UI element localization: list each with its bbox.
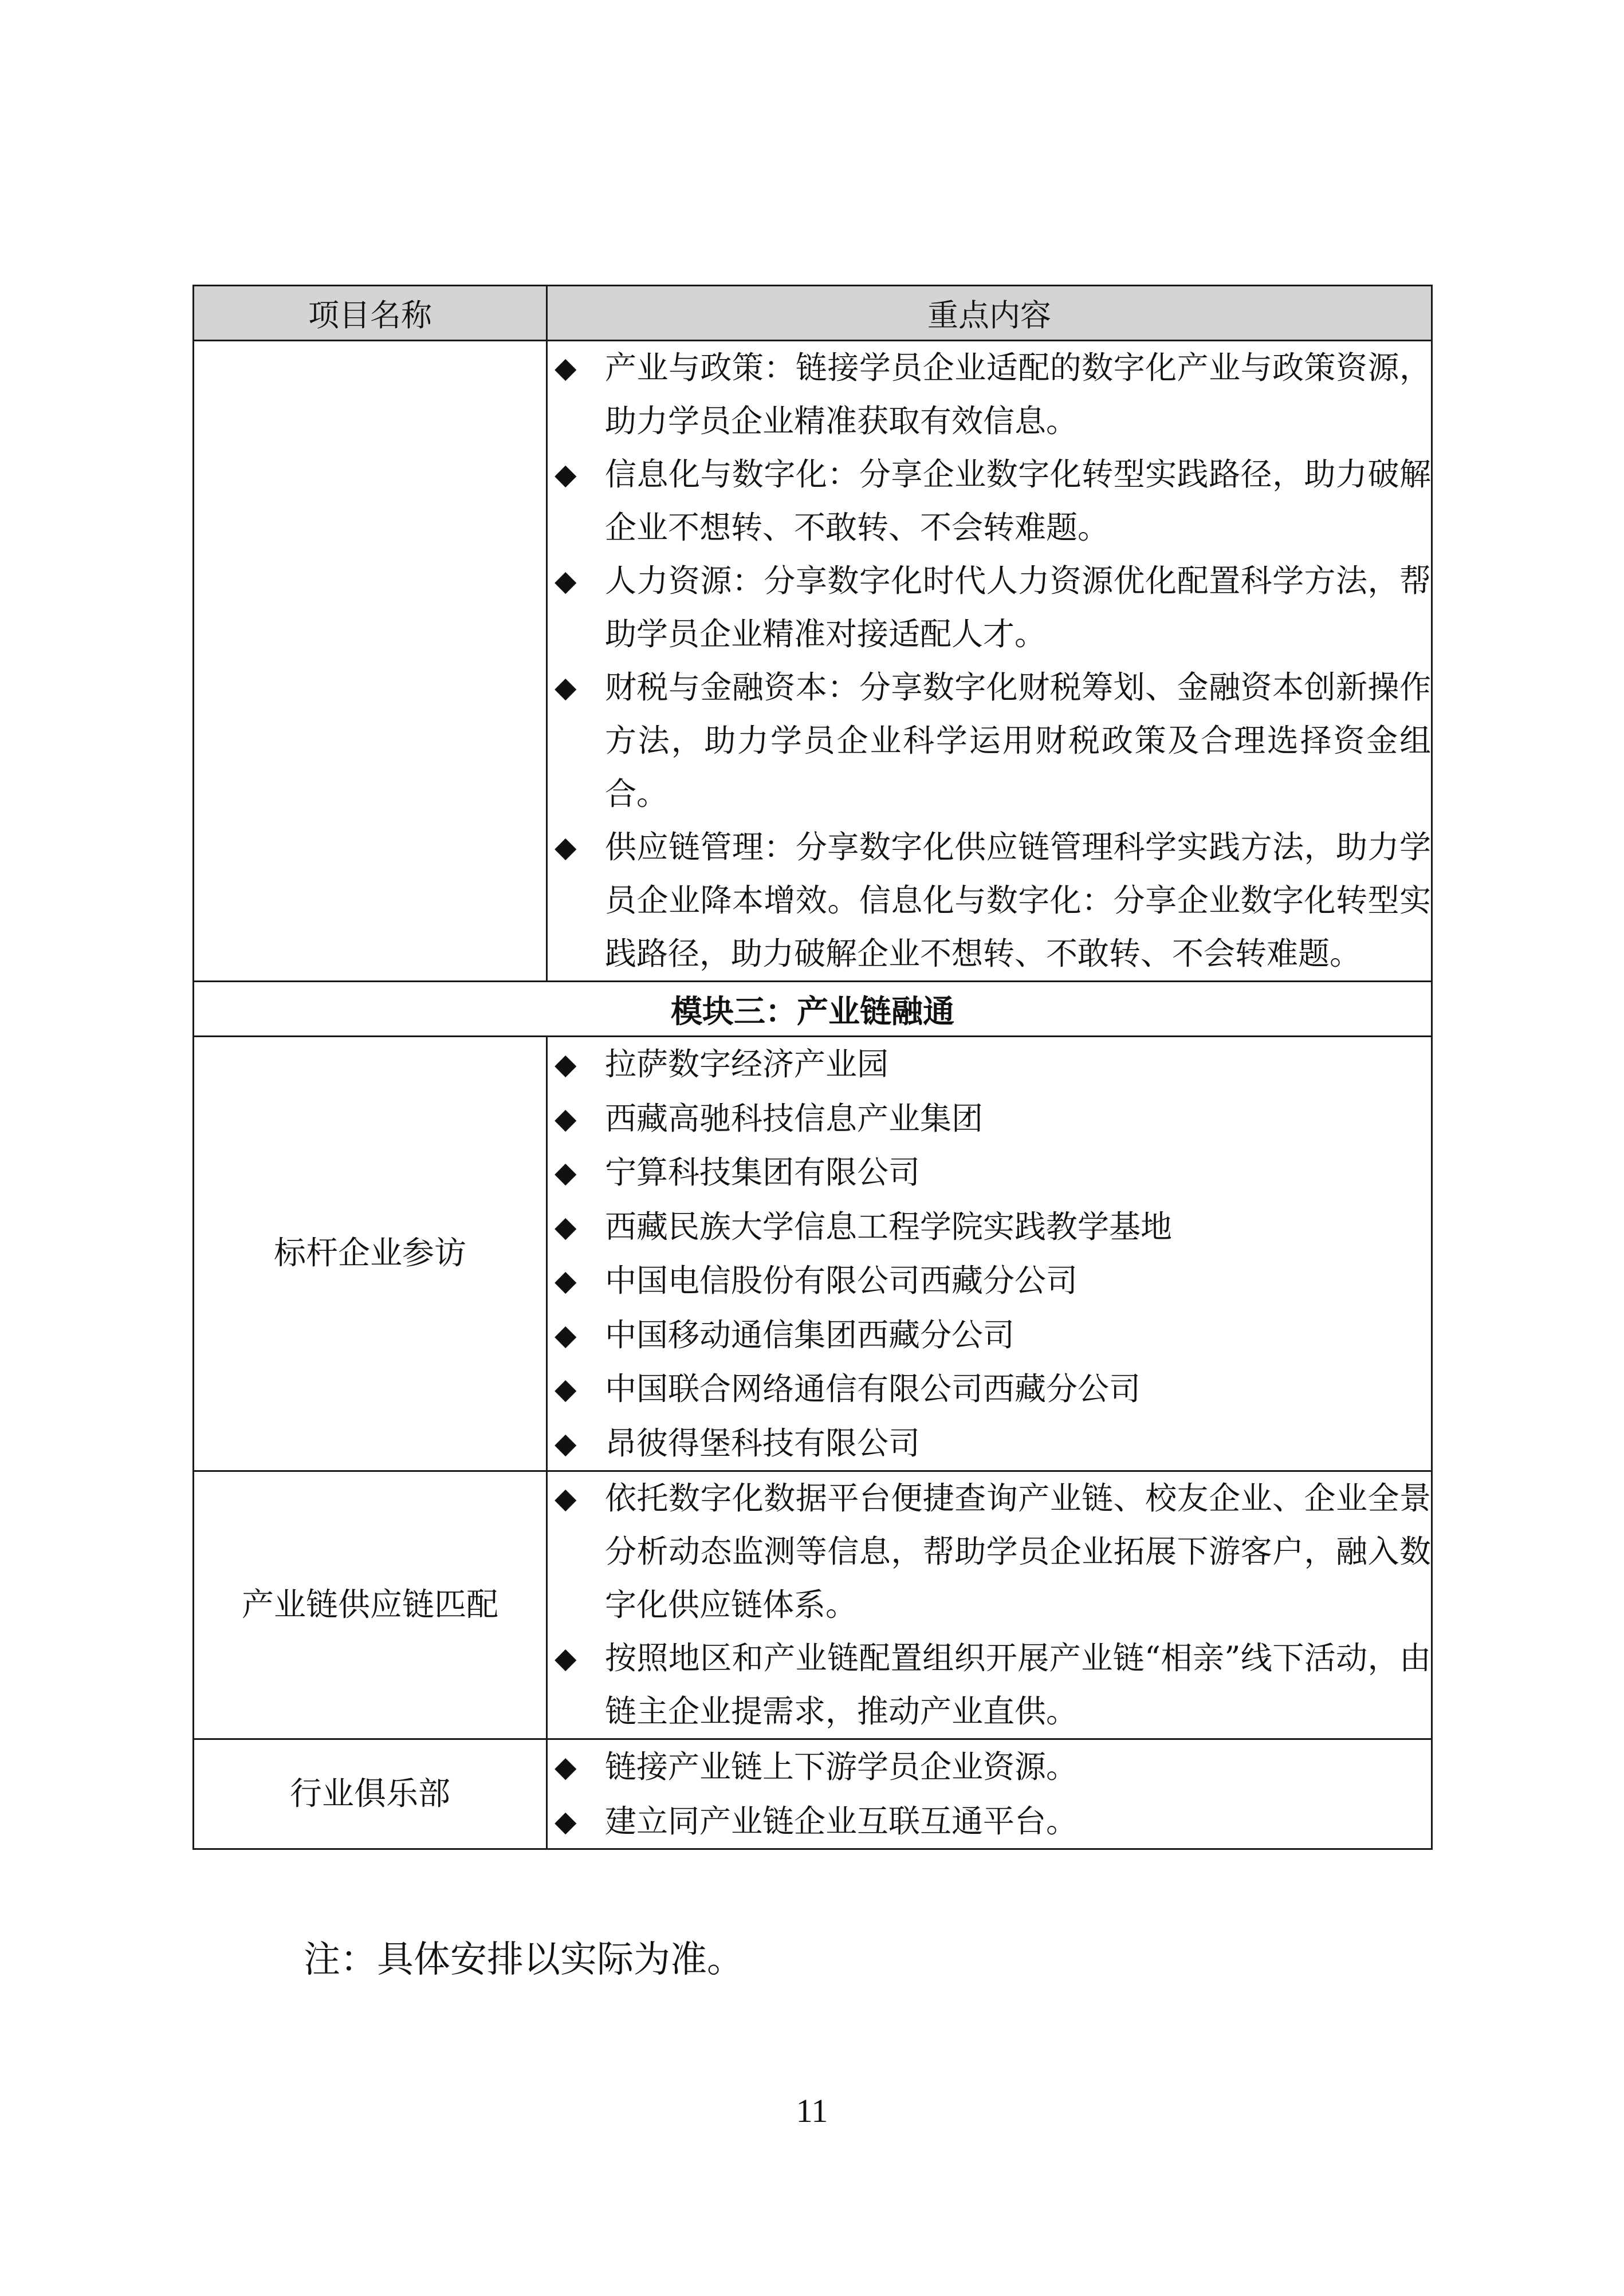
diamond-bullet-icon: ◆ bbox=[555, 1047, 577, 1081]
list-item: ◆ 中国电信股份有限公司西藏分公司 bbox=[548, 1254, 1431, 1308]
list-item: ◆ 依托数字化数据平台便捷查询产业链、校友企业、企业全景分析动态监测等信息，帮助学员企业拓展下游客户，融入数字化供应链体系。 bbox=[548, 1472, 1431, 1632]
list-item: ◆ 人力资源：分享数字化时代人力资源优化配置科学方法，帮助学员企业精准对接适配人才。 bbox=[548, 554, 1431, 661]
header-project-name: 项目名称 bbox=[194, 286, 547, 341]
header-key-content: 重点内容 bbox=[547, 286, 1432, 341]
row-name-cell: 标杆企业参访 bbox=[194, 1037, 547, 1471]
diamond-bullet-icon: ◆ bbox=[555, 1750, 577, 1783]
diamond-bullet-icon: ◆ bbox=[555, 1804, 577, 1838]
diamond-bullet-icon: ◆ bbox=[555, 1372, 577, 1405]
page-number: 11 bbox=[796, 2092, 828, 2129]
list-item: ◆ 链接产业链上下游学员企业资源。 bbox=[548, 1740, 1431, 1794]
list-item: ◆ 中国联合网络通信有限公司西藏分公司 bbox=[548, 1362, 1431, 1416]
diamond-bullet-icon: ◆ bbox=[555, 1482, 577, 1515]
list-item: ◆ 信息化与数字化：分享企业数字化转型实践路径，助力破解企业不想转、不敢转、不会转难题。 bbox=[548, 448, 1431, 554]
diamond-bullet-icon: ◆ bbox=[555, 1264, 577, 1297]
diamond-bullet-icon: ◆ bbox=[555, 1156, 577, 1189]
table-row bbox=[194, 341, 1432, 982]
table-header-row bbox=[194, 286, 1432, 341]
diamond-bullet-icon: ◆ bbox=[555, 564, 577, 597]
diamond-bullet-icon: ◆ bbox=[555, 830, 577, 864]
diamond-bullet-icon: ◆ bbox=[555, 1210, 577, 1243]
row-content-cell bbox=[547, 341, 1432, 982]
list-item: ◆ 供应链管理：分享数字化供应链管理科学实践方法，助力学员企业降本增效。信息化与数字化：分享企业数字化转型实践路径，助力破解企业不想转、不敢转、不会转难题。 bbox=[548, 821, 1431, 980]
list-item: ◆ 财税与金融资本：分享数字化财税筹划、金融资本创新操作方法，助力学员企业科学运用财税政策及合理选择资金组合。 bbox=[548, 661, 1431, 821]
diamond-bullet-icon: ◆ bbox=[555, 671, 577, 704]
row-content-cell bbox=[547, 1037, 1432, 1471]
list-item: ◆ 西藏高驰科技信息产业集团 bbox=[548, 1092, 1431, 1146]
diamond-bullet-icon: ◆ bbox=[555, 458, 577, 491]
row-content-cell bbox=[547, 1471, 1432, 1739]
list-item: ◆ 产业与政策：链接学员企业适配的数字化产业与政策资源，助力学员企业精准获取有效信息。 bbox=[548, 341, 1431, 448]
row-name-cell bbox=[194, 341, 547, 982]
list-item: ◆ 西藏民族大学信息工程学院实践教学基地 bbox=[548, 1200, 1431, 1254]
row-content-cell bbox=[547, 1739, 1432, 1849]
diamond-bullet-icon: ◆ bbox=[555, 1318, 577, 1352]
row-name-cell: 产业链供应链匹配 bbox=[194, 1471, 547, 1739]
diamond-bullet-icon: ◆ bbox=[555, 1426, 577, 1460]
diamond-bullet-icon: ◆ bbox=[555, 1101, 577, 1135]
list-item: ◆ 拉萨数字经济产业园 bbox=[548, 1037, 1431, 1092]
footnote: 注：具体安排以实际为准。 bbox=[304, 1939, 744, 1981]
row-name-cell: 行业俱乐部 bbox=[194, 1739, 547, 1849]
table-row bbox=[194, 1739, 1432, 1849]
diamond-bullet-icon: ◆ bbox=[555, 351, 577, 384]
list-item: ◆ 宁算科技集团有限公司 bbox=[548, 1145, 1431, 1200]
table-row bbox=[194, 1471, 1432, 1739]
list-item: ◆ 中国移动通信集团西藏分公司 bbox=[548, 1308, 1431, 1362]
diamond-bullet-icon: ◆ bbox=[555, 1641, 577, 1675]
module-title-row bbox=[194, 982, 1432, 1037]
content-table bbox=[192, 285, 1433, 1850]
list-item: ◆ 按照地区和产业链配置组织开展产业链“相亲”线下活动，由链主企业提需求，推动产业直供。 bbox=[548, 1632, 1431, 1738]
list-item: ◆ 昂彼得堡科技有限公司 bbox=[548, 1416, 1431, 1471]
list-item: ◆ 建立同产业链企业互联互通平台。 bbox=[548, 1794, 1431, 1849]
table-row bbox=[194, 1037, 1432, 1471]
module-title: 模块三：产业链融通 bbox=[194, 982, 1432, 1037]
